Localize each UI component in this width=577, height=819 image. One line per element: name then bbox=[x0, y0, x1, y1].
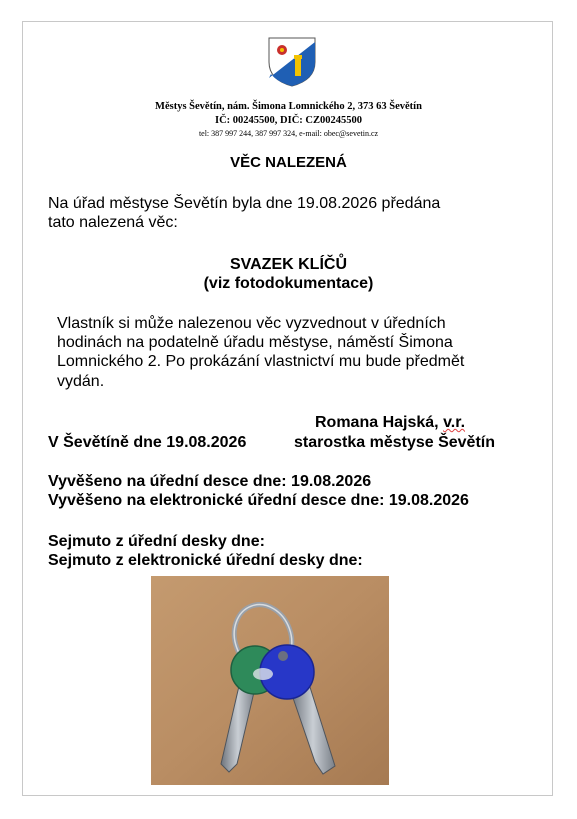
intro-line-1: Na úřad městyse Ševětín byla dne 19.08.2026 předána bbox=[48, 195, 441, 212]
signature-role: starostka městyse Ševětín bbox=[294, 434, 495, 451]
header-address: Městys Ševětín, nám. Šimona Lomnického 2, 373 63 Ševětín bbox=[155, 101, 422, 112]
header-ids: IČ: 00245500, DIČ: CZ00245500 bbox=[215, 115, 362, 126]
item-name: SVAZEK KLÍČŮ bbox=[229, 256, 348, 273]
posted-line-2: Vyvěšeno na elektronické úřední desce dne: 19.08.2026 bbox=[48, 492, 469, 509]
removed-line-2: Sejmuto z elektronické úřední desky dne: bbox=[48, 552, 363, 569]
body-line-2: hodinách na podatelně úřadu městyse, náměstí Šimona bbox=[57, 334, 453, 351]
header-contact: tel: 387 997 244, 387 997 324, e-mail: obec@sevetin.cz bbox=[198, 129, 379, 138]
body-line-3: Lomnického 2. Po prokázání vlastnictví mu bude předmět bbox=[57, 353, 465, 370]
place-date: V Ševětíně dne 19.08.2026 bbox=[48, 434, 247, 451]
municipality-crest-icon bbox=[265, 34, 319, 88]
intro-line-2: tato nalezená věc: bbox=[48, 214, 178, 231]
keys-photo bbox=[151, 576, 389, 785]
document-title: VĚC NALEZENÁ bbox=[230, 154, 347, 171]
body-line-1: Vlastník si může nalezenou věc vyzvednout v úředních bbox=[57, 315, 446, 332]
body-line-4: vydán. bbox=[57, 373, 105, 390]
document-page bbox=[22, 21, 553, 796]
signature-name: Romana Hajská, v.r. bbox=[315, 414, 466, 431]
posted-line-1: Vyvěšeno na úřední desce dne: 19.08.2026 bbox=[48, 473, 372, 490]
removed-line-1: Sejmuto z úřední desky dne: bbox=[48, 533, 265, 550]
item-note: (viz fotodokumentace) bbox=[203, 275, 374, 292]
